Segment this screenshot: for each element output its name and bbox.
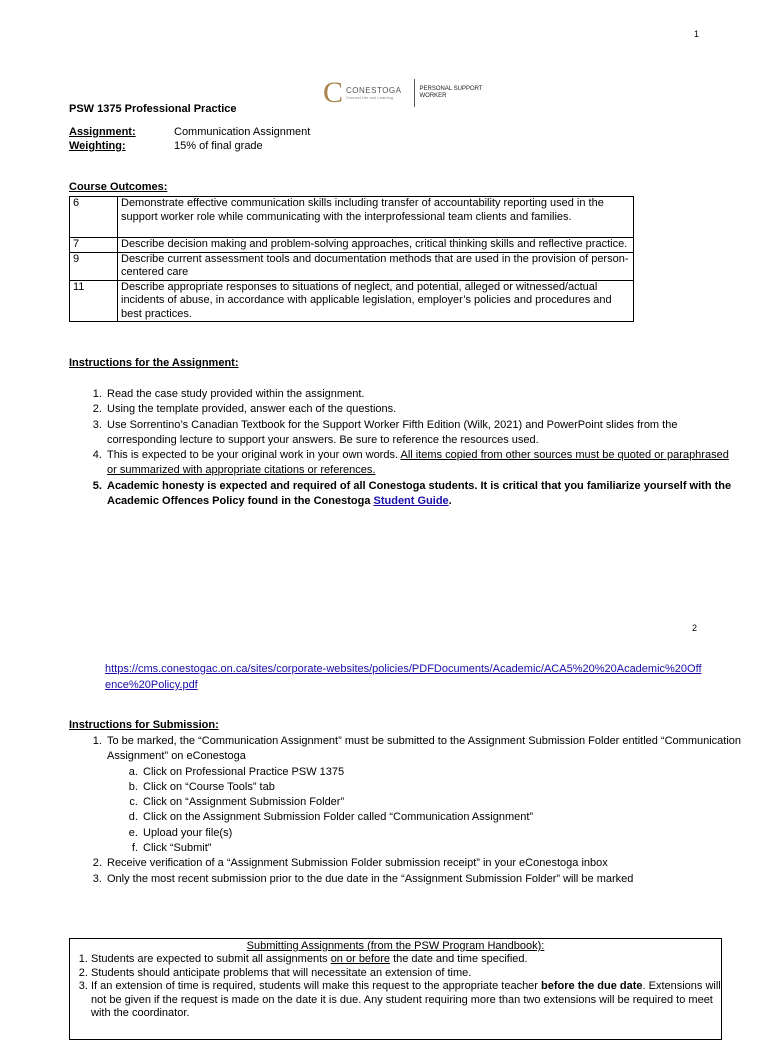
weighting-label: Weighting:	[69, 140, 126, 152]
logo-program-line1: PERSONAL SUPPORT	[419, 86, 483, 92]
list-item: 1. Read the case study provided within the assignment.	[105, 387, 735, 402]
list-item: d. Click on the Assignment Submission Folder called “Communication Assignment”	[141, 810, 765, 825]
list-item: 3. Use Sorrentino’s Canadian Textbook for the Support Worker Fifth Edition (Wilk, 2021) and PowerPoint slides from the corresponding lecture to support your answers. Be sure to reference the resources used.	[105, 418, 735, 449]
box-title: Submitting Assignments (from the PSW Program Handbook):	[246, 940, 545, 952]
instructions-list	[69, 387, 735, 509]
page-number: 2	[692, 623, 698, 633]
list-item: c. Click on “Assignment Submission Folder”	[141, 795, 765, 810]
table-row	[70, 197, 634, 238]
page-number: 1	[694, 29, 700, 39]
logo-tagline: Connect Life and Learning	[346, 95, 393, 100]
outcome-number: 9	[70, 252, 118, 280]
outcomes-table	[69, 196, 634, 322]
list-item: 3. Only the most recent submission prior to the due date in the “Assignment Submission Folder” will be marked	[105, 872, 765, 887]
list-item	[91, 953, 721, 967]
logo-program-line2: WORKER	[419, 93, 447, 99]
table-row	[70, 280, 634, 322]
list-item	[105, 479, 735, 510]
outcomes-heading: Course Outcomes:	[69, 181, 168, 193]
course-title: PSW 1375 Professional Practice	[69, 103, 237, 115]
outcome-text: Describe decision making and problem-solving approaches, critical thinking skills and reflective practice.	[118, 238, 634, 253]
table-row	[70, 252, 634, 280]
conestoga-c-icon: C	[323, 76, 344, 109]
submission-substeps	[107, 765, 765, 857]
rule-emphasis: before the due date	[541, 980, 643, 992]
assignment-value: Communication Assignment	[174, 126, 311, 138]
outcome-number: 7	[70, 238, 118, 253]
instruction-text: This is expected to be your original work in your own words.	[107, 449, 401, 462]
assignment-label: Assignment:	[69, 126, 136, 138]
list-item: e. Upload your file(s)	[141, 826, 765, 841]
outcome-text: Describe appropriate responses to situations of neglect, and potential, alleged or witnessed/actual incidents of abuse, in accordance with applicable legislation, employer’s policies and procedures and best practices.	[118, 280, 634, 322]
outcome-text: Describe current assessment tools and documentation methods that are used in the provision of person-centered care	[118, 252, 634, 280]
list-item	[91, 980, 721, 1021]
list-item: 2. Using the template provided, answer each of the questions.	[105, 402, 735, 417]
conestoga-logo	[323, 78, 483, 108]
outcome-number: 11	[70, 280, 118, 322]
weighting-value: 15% of final grade	[174, 140, 263, 152]
rule-text: Students are expected to submit all assignments	[91, 953, 331, 965]
list-item: 2. Students should anticipate problems that will necessitate an extension of time.	[91, 967, 721, 981]
list-item: 2. Receive verification of a “Assignment Submission Folder submission receipt” in your eConestoga inbox	[105, 856, 765, 871]
student-guide-link[interactable]: Student Guide	[373, 495, 449, 508]
submission-heading: Instructions for Submission:	[69, 719, 219, 731]
outcome-text: Demonstrate effective communication skills including transfer of accountability reporting used in the support worker role while communicating with the interprofessional team clients and families.	[118, 197, 634, 238]
submission-step-text: To be marked, the “Communication Assignment” must be submitted to the Assignment Submission Folder entitled “Communication Assignment” on eConestoga	[107, 735, 742, 763]
instructions-heading: Instructions for the Assignment:	[69, 357, 239, 369]
table-row	[70, 238, 634, 253]
list-item: b. Click on “Course Tools” tab	[141, 780, 765, 795]
assignment-row	[69, 126, 310, 138]
logo-divider	[414, 79, 415, 107]
rule-text: . Extensions will not be given if the request is made on the date it is due. Any student requiring more than two extensions will be required to meet with the coordinator.	[91, 980, 721, 1019]
handbook-list	[70, 953, 721, 1021]
weighting-row	[69, 140, 263, 152]
list-item: a. Click on Professional Practice PSW 1375	[141, 765, 765, 780]
logo-name: CONESTOGA	[346, 86, 402, 95]
rule-text: If an extension of time is required, students will make this request to the appropriate teacher	[91, 980, 542, 992]
academic-honesty-text: Academic honesty is expected and required of all Conestoga students. It is critical that you familiarize yourself with the Academic Offences Policy found in the Conestoga	[107, 479, 732, 508]
outcome-number: 6	[70, 197, 118, 238]
list-item: f. Click “Submit”	[141, 841, 765, 856]
academic-offence-policy-link[interactable]: https://cms.conestogac.on.ca/sites/corporate-websites/policies/PDFDocuments/Academic/ACA5%20%20Academic%20Offence%20Policy.pdf	[105, 663, 702, 691]
rule-emphasis: on or before	[330, 953, 391, 965]
sentence-end: .	[448, 495, 452, 508]
citation-requirement: All items copied from other sources must be quoted or paraphrased or summarized with appropriate citations or references.	[107, 449, 729, 477]
submission-list	[69, 734, 765, 887]
list-item	[105, 734, 765, 856]
submitting-assignments-box	[69, 938, 722, 1040]
rule-text: the date and time specified.	[390, 953, 528, 965]
list-item	[105, 448, 735, 479]
